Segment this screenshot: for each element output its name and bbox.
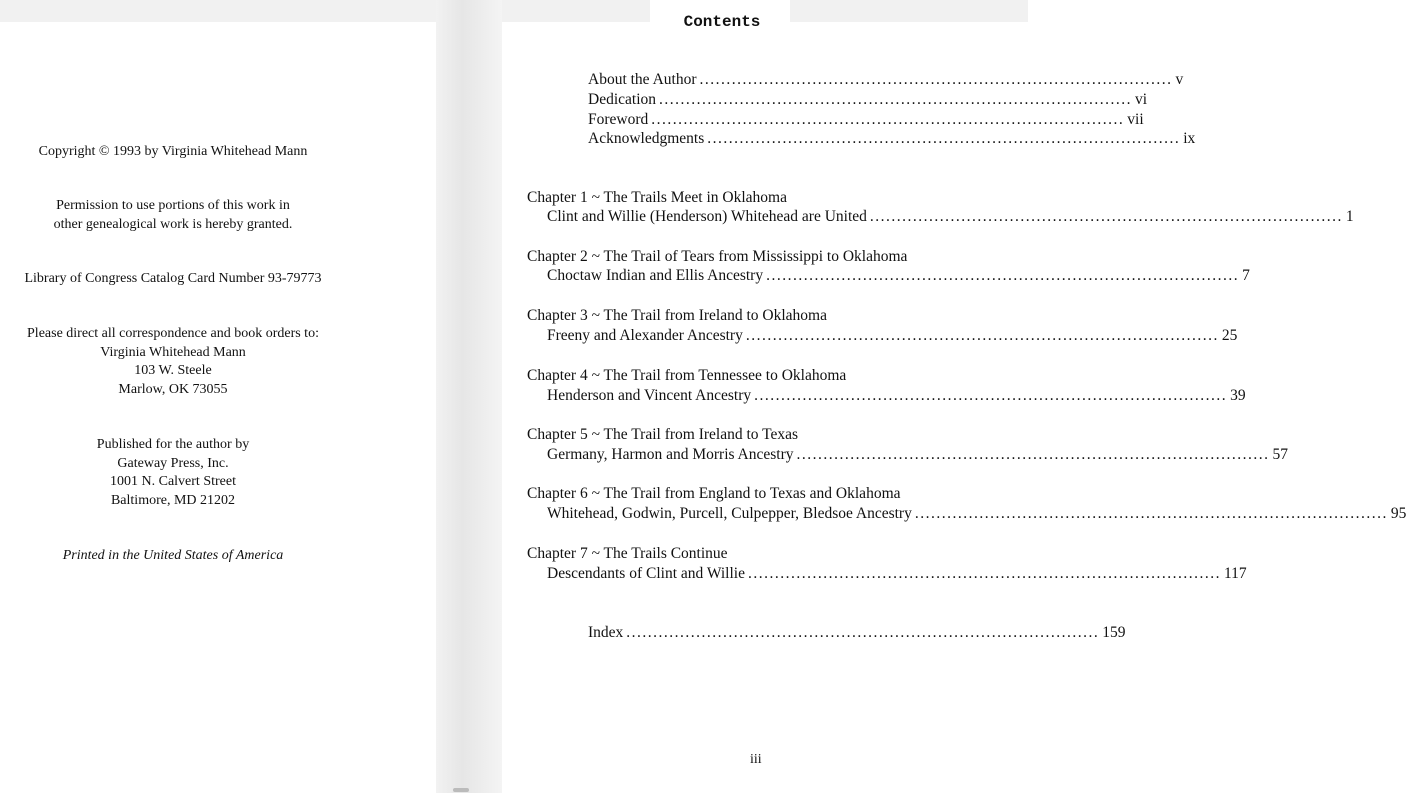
toc-entry-page: vi	[1135, 91, 1148, 108]
leader-dots: ........................................................................................	[651, 111, 1125, 128]
leader-dots: ........................................................................................	[626, 624, 1100, 641]
chapter-subtitle: Choctaw Indian and Ellis Ancestry	[547, 267, 764, 284]
chapter-page: 1	[1345, 208, 1354, 225]
chapter-page: 57	[1272, 446, 1289, 463]
toc-entry-page: vii	[1127, 111, 1144, 128]
leader-dots: ........................................................................................	[747, 565, 1221, 582]
toc-entry-label: Index	[588, 624, 624, 641]
copyright-notice: Copyright © 1993 by Virginia Whitehead Mann	[38, 144, 308, 159]
toc-entry-label: About the Author	[588, 71, 697, 88]
contents-heading: Contents	[683, 13, 761, 31]
publisher-block	[0, 436, 346, 510]
toc-entry-label: Dedication	[588, 91, 657, 108]
chapter-page: 95	[1390, 505, 1406, 522]
permission-line: Permission to use portions of this work in	[56, 198, 290, 213]
chapter-3-entry[interactable]	[547, 326, 1238, 346]
toc-entry-label: Acknowledgments	[588, 130, 705, 147]
toc-entry-dedication[interactable]	[588, 90, 1148, 110]
page-number: iii	[750, 752, 762, 767]
correspondence-line: Marlow, OK 73055	[118, 381, 228, 397]
chapter-2-title[interactable]: Chapter 2 ~ The Trail of Tears from Mississippi to Oklahoma	[527, 248, 908, 265]
publisher-line: 1001 N. Calvert Street	[110, 474, 236, 489]
chapter-1-entry[interactable]	[547, 207, 1354, 227]
chapter-subtitle: Clint and Willie (Henderson) Whitehead are United	[547, 208, 867, 225]
toc-entry-label: Foreword	[588, 111, 649, 128]
publisher-line: Baltimore, MD 21202	[110, 492, 236, 508]
leader-dots: ........................................................................................	[745, 327, 1219, 344]
chapter-subtitle: Henderson and Vincent Ancestry	[547, 387, 752, 404]
chapter-page: 25	[1221, 327, 1238, 344]
leader-dots: ........................................................................................	[869, 208, 1343, 225]
chapter-5-title[interactable]: Chapter 5 ~ The Trail from Ireland to Texas	[527, 426, 799, 443]
toc-entry-page: ix	[1183, 130, 1196, 147]
left-page	[0, 0, 436, 793]
chapter-6-entry[interactable]	[547, 504, 1406, 524]
leader-dots: ........................................................................................	[699, 71, 1173, 88]
chapter-1-title[interactable]: Chapter 1 ~ The Trails Meet in Oklahoma	[527, 189, 787, 206]
leader-dots: ........................................................................................	[914, 505, 1388, 522]
chapter-4-entry[interactable]	[547, 386, 1246, 406]
book-gutter	[436, 0, 502, 793]
publisher-line: Published for the author by	[96, 437, 250, 452]
chapter-subtitle: Whitehead, Godwin, Purcell, Culpepper, Bledsoe Ancestry	[547, 505, 912, 522]
printed-in: Printed in the United States of America	[62, 548, 284, 563]
chapter-2-entry[interactable]	[547, 266, 1250, 286]
leader-dots: ........................................................................................	[766, 267, 1240, 284]
toc-entry-foreword[interactable]	[588, 110, 1144, 130]
leader-dots: ........................................................................................	[754, 387, 1228, 404]
chapter-6-title[interactable]: Chapter 6 ~ The Trail from England to Texas and Oklahoma	[527, 485, 901, 502]
chapter-4-title[interactable]: Chapter 4 ~ The Trail from Tennessee to Oklahoma	[527, 367, 847, 384]
toc-entry-acknowledgments[interactable]	[588, 129, 1196, 149]
publisher-line: Gateway Press, Inc.	[117, 455, 229, 471]
chapter-page: 117	[1223, 565, 1247, 582]
chapter-subtitle: Germany, Harmon and Morris Ancestry	[547, 446, 794, 463]
chapter-3-title[interactable]: Chapter 3 ~ The Trail from Ireland to Oklahoma	[527, 307, 827, 324]
correspondence-block	[0, 325, 346, 399]
chapter-5-entry[interactable]	[547, 445, 1289, 465]
correspondence-line: 103 W. Steele	[134, 363, 212, 378]
scan-mark	[453, 788, 469, 792]
chapter-page: 7	[1242, 267, 1250, 284]
correspondence-line: Virginia Whitehead Mann	[100, 344, 246, 360]
toc-entry-index[interactable]	[588, 623, 1126, 643]
chapter-subtitle: Descendants of Clint and Willie	[547, 565, 745, 582]
leader-dots: ........................................................................................	[796, 446, 1270, 463]
toc-entry-page: v	[1175, 71, 1184, 88]
chapter-page: 39	[1230, 387, 1246, 404]
correspondence-line: Please direct all correspondence and book orders to:	[27, 326, 319, 341]
scan-edge	[790, 0, 1028, 22]
right-page	[502, 0, 1406, 793]
toc-entry-about-author[interactable]	[588, 70, 1184, 90]
permission-notice	[0, 197, 346, 234]
scan-edge	[502, 0, 650, 22]
toc-entry-page: 159	[1102, 624, 1126, 641]
catalog-number: Library of Congress Catalog Card Number 93-79773	[24, 271, 322, 286]
chapter-7-entry[interactable]	[547, 564, 1247, 584]
chapter-subtitle: Freeny and Alexander Ancestry	[547, 327, 743, 344]
leader-dots: ........................................................................................	[659, 91, 1133, 108]
leader-dots: ........................................................................................	[707, 130, 1181, 147]
chapter-7-title[interactable]: Chapter 7 ~ The Trails Continue	[527, 545, 728, 562]
scan-edge	[0, 0, 436, 22]
permission-line: other genealogical work is hereby granted.	[53, 216, 293, 232]
